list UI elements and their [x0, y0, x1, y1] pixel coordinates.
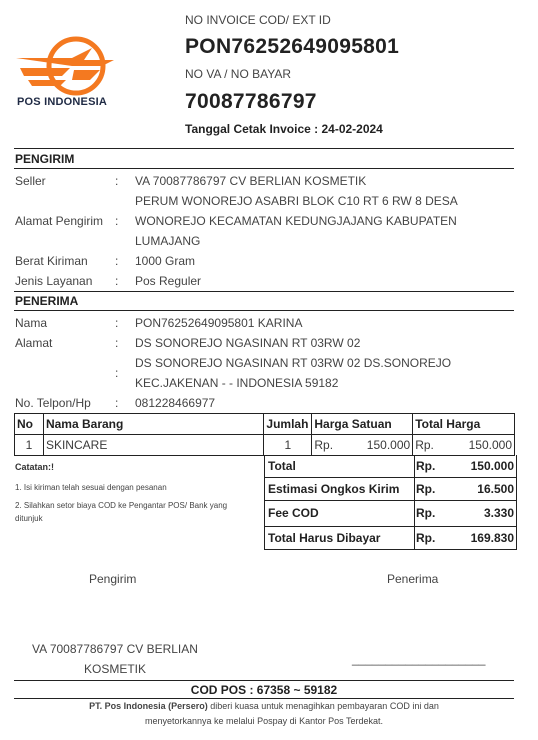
header-total-price: Total Harga: [413, 414, 515, 435]
va-label: NO VA / NO BAYAR: [185, 67, 292, 81]
receiver-signature-line: ____________________: [352, 652, 486, 666]
colon: :: [115, 254, 119, 268]
unit-price-value: 150.000: [366, 438, 411, 452]
phone-label: No. Telpon/Hp: [15, 396, 91, 410]
footer-text-2: menyetorkannya ke melalui Pospay di Kantor Pos Terdekat.: [145, 716, 383, 726]
total-label: Total: [268, 459, 296, 473]
currency: Rp.: [416, 459, 436, 473]
note-item: 2. Silahkan setor biaya COD ke Pengantar POS/ Bank yang: [15, 501, 228, 510]
service-label: Jenis Layanan: [15, 274, 93, 288]
table-row: [15, 435, 515, 456]
header-qty: Jumlah: [264, 414, 312, 435]
fee-cod-row: [264, 501, 517, 527]
shipping-row: [264, 478, 517, 501]
receiver-signature-label: Penerima: [387, 572, 439, 586]
cell-qty: 1: [264, 435, 312, 456]
note-item: 1. Isi kiriman telah sesuai dengan pesanan: [15, 483, 167, 492]
recipient-address-label: Alamat: [15, 336, 53, 350]
sender-address-line: WONOREJO KECAMATAN KEDUNGJAJANG KABUPATEN: [135, 214, 457, 228]
weight-value: 1000 Gram: [135, 254, 196, 268]
sender-signature-name: VA 70087786797 CV BERLIAN: [32, 642, 198, 656]
recipient-address-2: DS SONOREJO NGASINAN RT 03RW 02 DS.SONOREJO: [135, 356, 452, 370]
phone-value: 081228466977: [135, 396, 216, 410]
grand-total-value: 169.830: [470, 531, 514, 545]
divider: [14, 291, 514, 292]
cell-item-name: SKINCARE: [43, 435, 263, 456]
divider: [14, 148, 514, 149]
fee-cod-value: 3.330: [483, 506, 514, 520]
recipient-name: PON76252649095801 KARINA: [135, 316, 303, 330]
header-item-name: Nama Barang: [43, 414, 263, 435]
grand-total-row: [264, 527, 517, 550]
sender-address-line: PERUM WONOREJO ASABRI BLOK C10 RT 6 RW 8 DESA: [135, 194, 458, 208]
colon: :: [115, 366, 119, 380]
colon: :: [115, 274, 119, 288]
colon: :: [115, 174, 119, 188]
cell-unit-price: [312, 435, 413, 456]
header-unit-price: Harga Satuan: [312, 414, 413, 435]
sender-signature-label: Pengirim: [89, 572, 137, 586]
shipping-value: 16.500: [477, 482, 514, 496]
cell-total-price: [413, 435, 515, 456]
colon: :: [115, 316, 119, 330]
sender-address-line: LUMAJANG: [135, 234, 201, 248]
fee-cod-label: Fee COD: [268, 506, 319, 520]
divider: [14, 680, 514, 681]
recipient-address-1: DS SONOREJO NGASINAN RT 03RW 02: [135, 336, 361, 350]
cell-no: 1: [15, 435, 44, 456]
invoice-label: NO INVOICE COD/ EXT ID: [185, 13, 331, 27]
invoice-number: PON76252649095801: [185, 35, 400, 58]
notes-title: Catatan:!: [15, 462, 55, 472]
table-header-row: [15, 414, 515, 435]
currency: Rp.: [416, 506, 436, 520]
cod-pos: COD POS : 67358 ~ 59182: [190, 683, 338, 697]
items-table: [14, 413, 515, 456]
weight-label: Berat Kiriman: [15, 254, 88, 268]
divider: [414, 455, 415, 550]
divider: [14, 698, 514, 699]
logo-text: POS INDONESIA: [17, 96, 108, 108]
section-penerima: PENERIMA: [15, 294, 79, 308]
note-item: ditunjuk: [15, 514, 43, 523]
colon: :: [115, 214, 119, 228]
currency: Rp.: [415, 438, 434, 452]
currency: Rp.: [416, 482, 436, 496]
grand-total-label: Total Harus Dibayar: [268, 531, 381, 545]
seller-label: Seller: [15, 174, 46, 188]
total-value: 150.000: [470, 459, 514, 473]
divider: [14, 310, 514, 311]
colon: :: [115, 396, 119, 410]
footer-text-1: [14, 701, 514, 711]
footer-text: diberi kuasa untuk menagihkan pembayaran COD ini dan: [207, 701, 439, 711]
recipient-name-label: Nama: [15, 316, 48, 330]
va-number: 70087786797: [185, 90, 317, 113]
seller-value: VA 70087786797 CV BERLIAN KOSMETIK: [135, 174, 367, 188]
sender-signature-name: KOSMETIK: [83, 662, 146, 676]
total-price-value: 150.000: [468, 438, 512, 452]
colon: :: [115, 336, 119, 350]
shipping-label: Estimasi Ongkos Kirim: [268, 482, 400, 496]
header-no: No: [15, 414, 44, 435]
sender-address-label: Alamat Pengirim: [15, 214, 104, 228]
divider: [14, 168, 514, 169]
currency: Rp.: [416, 531, 436, 545]
print-date: Tanggal Cetak Invoice : 24-02-2024: [185, 122, 383, 136]
footer-company: PT. Pos Indonesia (Persero): [89, 701, 208, 711]
currency: Rp.: [314, 438, 334, 452]
total-row: [264, 455, 517, 478]
section-pengirim: PENGIRIM: [15, 152, 75, 166]
service-value: Pos Reguler: [135, 274, 202, 288]
recipient-address-2: KEC.JAKENAN - - INDONESIA 59182: [135, 376, 339, 390]
